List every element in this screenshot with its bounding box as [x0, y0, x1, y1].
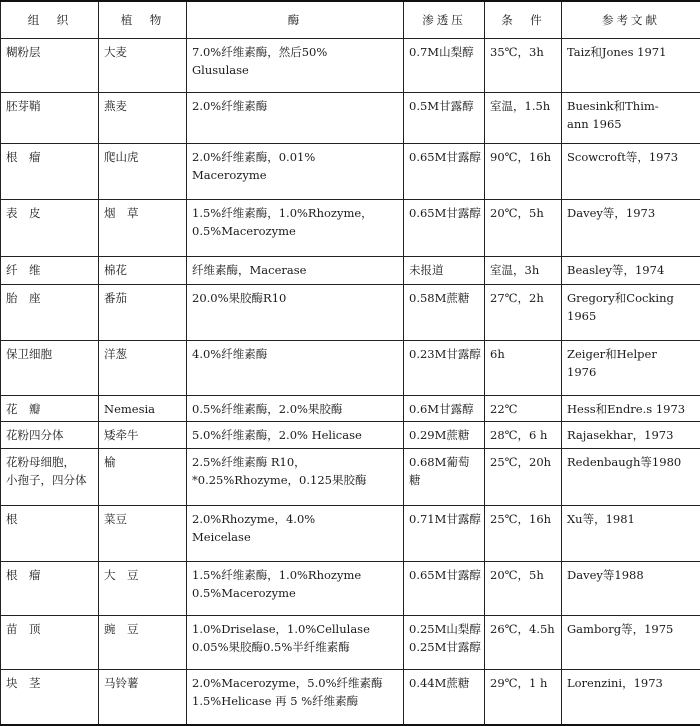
header-plant: 植 物	[99, 1, 187, 39]
cell-enzyme-line: 1.5%Helicase 再 5 %纤维素酶	[192, 693, 359, 708]
cell-tissue	[1, 143, 99, 199]
cell-tissue	[1, 92, 99, 143]
cell-plant	[99, 669, 187, 725]
cell-reference	[562, 669, 700, 725]
cell-condition	[485, 669, 562, 725]
cell-enzyme-line: 1.0%Driselase，1.0%Cellulase	[192, 622, 370, 637]
cell-enzyme	[187, 340, 404, 396]
cell-osmotic-line: 0.23M甘露醇	[409, 346, 481, 361]
cell-enzyme-line: Meicelase	[192, 530, 251, 545]
cell-condition	[485, 396, 562, 422]
cell-tissue-line: 块 茎	[6, 675, 41, 690]
cell-osmotic-line: 0.58M蔗糖	[409, 290, 470, 305]
cell-reference-line: Xu等，1981	[567, 512, 635, 527]
cell-reference	[562, 284, 700, 340]
cell-osmotic	[404, 284, 485, 340]
cell-plant	[99, 616, 187, 670]
cell-tissue-line: 胎 座	[6, 290, 41, 305]
cell-plant	[99, 340, 187, 396]
cell-condition-line: 室温，1.5h	[490, 98, 551, 113]
cell-tissue-line: 苗 顶	[6, 622, 41, 637]
cell-osmotic	[404, 561, 485, 616]
table-row	[1, 39, 700, 93]
cell-enzyme-line: 2.5%纤维素酶 R10，	[192, 454, 306, 469]
cell-reference	[562, 506, 700, 562]
cell-enzyme-line: 1.5%纤维素酶，1.0%Rhozyme，	[192, 205, 373, 220]
cell-reference-line: Rajasekhar，1973	[567, 427, 674, 442]
cell-reference-line: Scowcroft等，1973	[567, 149, 679, 164]
cell-osmotic	[404, 421, 485, 448]
cell-tissue	[1, 39, 99, 93]
cell-tissue-line: 糊粉层	[6, 45, 41, 59]
cell-reference	[562, 257, 700, 285]
cell-plant	[99, 506, 187, 562]
cell-condition-line: 25℃，16h	[490, 512, 552, 527]
table-row	[1, 199, 700, 257]
cell-tissue-line: 花 瓣	[6, 402, 41, 417]
cell-osmotic	[404, 448, 485, 506]
cell-condition	[485, 421, 562, 448]
cell-reference-line: Gregory和Cocking	[567, 290, 674, 305]
cell-reference	[562, 616, 700, 670]
cell-plant-line: 棉花	[104, 263, 127, 278]
cell-osmotic-line: 0.65M甘露醇	[409, 205, 481, 220]
cell-tissue	[1, 669, 99, 725]
table-row	[1, 669, 700, 725]
cell-osmotic-line: 0.29M蔗糖	[409, 427, 470, 442]
cell-enzyme	[187, 284, 404, 340]
cell-condition-line: 6h	[490, 346, 505, 361]
cell-plant-line: 马铃薯	[104, 675, 139, 690]
cell-enzyme-line: 2.0%Rhozyme，4.0%	[192, 512, 316, 527]
cell-plant	[99, 561, 187, 616]
cell-enzyme	[187, 396, 404, 422]
cell-reference-line: Taiz和Jones 1971	[567, 45, 667, 59]
header-enzyme: 酶	[187, 1, 404, 39]
cell-condition-line: 室温，3h	[490, 263, 540, 278]
cell-tissue-line: 花粉母细胞，	[6, 454, 75, 469]
table-row	[1, 506, 700, 562]
cell-plant-line: 烟 草	[104, 205, 139, 220]
table-row	[1, 421, 700, 448]
header-tissue: 组 织	[1, 1, 99, 39]
header-reference: 参考文献	[562, 1, 700, 39]
cell-osmotic-line: 0.5M甘露醇	[409, 98, 474, 113]
cell-reference-line: Davey等，1973	[567, 205, 656, 220]
table-row	[1, 396, 700, 422]
table-row	[1, 257, 700, 285]
table-row	[1, 284, 700, 340]
cell-plant	[99, 257, 187, 285]
cell-plant	[99, 421, 187, 448]
cell-tissue	[1, 506, 99, 562]
cell-enzyme-line: 0.5%Macerozyme	[192, 223, 296, 238]
cell-enzyme	[187, 561, 404, 616]
cell-enzyme	[187, 143, 404, 199]
table-body	[1, 39, 700, 726]
table-row	[1, 92, 700, 143]
cell-reference-line: ann 1965	[567, 116, 622, 131]
cell-reference-line: Lorenzini，1973	[567, 675, 663, 690]
cell-reference	[562, 448, 700, 506]
cell-osmotic-line: 0.44M蔗糖	[409, 675, 470, 690]
cell-condition	[485, 616, 562, 670]
cell-enzyme	[187, 616, 404, 670]
cell-plant	[99, 448, 187, 506]
table-row	[1, 143, 700, 199]
cell-osmotic-line: 未报道	[409, 263, 444, 278]
table-row	[1, 340, 700, 396]
header-condition: 条 件	[485, 1, 562, 39]
cell-enzyme-line: 0.5%Macerozyme	[192, 585, 296, 600]
cell-reference	[562, 199, 700, 257]
cell-condition	[485, 39, 562, 93]
cell-tissue-line: 根 瘤	[6, 149, 41, 164]
cell-reference-line: Redenbaugh等1980	[567, 454, 682, 469]
cell-osmotic-line: 0.25M甘露醇	[409, 640, 481, 655]
cell-osmotic	[404, 340, 485, 396]
cell-enzyme-line: 纤维素酶，Macerase	[192, 263, 307, 278]
cell-plant-line: 豌 豆	[104, 622, 139, 637]
cell-reference-line: Buesink和Thim-	[567, 98, 659, 113]
cell-tissue-line: 胚芽鞘	[6, 98, 41, 113]
cell-reference-line: Hess和Endre.s 1973	[567, 402, 686, 417]
cell-plant-line: 大 豆	[104, 567, 139, 582]
cell-plant	[99, 199, 187, 257]
header-row	[1, 1, 700, 39]
cell-tissue	[1, 616, 99, 670]
cell-tissue-line: 保卫细胞	[6, 346, 52, 361]
cell-plant	[99, 143, 187, 199]
cell-enzyme-line: 0.05%果胶酶0.5%半纤维素酶	[192, 640, 350, 655]
cell-reference-line: Gamborg等，1975	[567, 622, 674, 637]
cell-enzyme	[187, 669, 404, 725]
cell-reference	[562, 340, 700, 396]
cell-condition	[485, 199, 562, 257]
cell-tissue	[1, 396, 99, 422]
cell-reference	[562, 39, 700, 93]
cell-plant-line: 大麦	[104, 45, 127, 59]
cell-condition-line: 35℃，3h	[490, 45, 544, 59]
cell-enzyme-line: 7.0%纤维素酶，然后50%	[192, 45, 328, 59]
cell-plant-line: 榆	[104, 454, 116, 469]
cell-osmotic-line: 0.6M甘露醇	[409, 402, 474, 417]
cell-condition	[485, 561, 562, 616]
cell-condition-line: 20℃，5h	[490, 567, 544, 582]
cell-reference-line: 1976	[567, 364, 597, 379]
cell-tissue-line: 表 皮	[6, 205, 41, 220]
cell-osmotic	[404, 396, 485, 422]
cell-enzyme-line: 1.5%纤维素酶，1.0%Rhozyme	[192, 567, 362, 582]
cell-condition-line: 20℃，5h	[490, 205, 544, 220]
cell-plant-line: 燕麦	[104, 98, 127, 113]
cell-osmotic-line: 0.68M葡萄	[409, 454, 470, 469]
cell-enzyme	[187, 92, 404, 143]
cell-reference-line: Davey等1988	[567, 567, 644, 582]
cell-condition-line: 28℃，6 h	[490, 427, 548, 442]
cell-condition	[485, 143, 562, 199]
cell-enzyme-line: 2.0%纤维素酶，0.01%	[192, 149, 316, 164]
cell-condition	[485, 257, 562, 285]
cell-enzyme	[187, 421, 404, 448]
cell-tissue-line: 根	[6, 512, 18, 527]
cell-osmotic-line: 糖	[409, 472, 421, 487]
cell-plant	[99, 39, 187, 93]
cell-tissue	[1, 561, 99, 616]
cell-plant-line: Nemesia	[104, 402, 156, 417]
cell-enzyme-line: *0.25%Rhozyme，0.125果胶酶	[192, 472, 367, 487]
cell-condition-line: 25℃，20h	[490, 454, 552, 469]
cell-osmotic	[404, 199, 485, 257]
cell-plant	[99, 284, 187, 340]
cell-osmotic-line: 0.25M山梨醇	[409, 622, 481, 637]
cell-osmotic-line: 0.71M甘露醇	[409, 512, 481, 527]
cell-enzyme-line: 2.0%Macerozyme，5.0%纤维素酶	[192, 675, 383, 690]
cell-enzyme	[187, 39, 404, 93]
cell-osmotic	[404, 39, 485, 93]
cell-osmotic	[404, 143, 485, 199]
cell-reference	[562, 561, 700, 616]
cell-reference	[562, 92, 700, 143]
cell-tissue	[1, 199, 99, 257]
cell-plant-line: 爬山虎	[104, 149, 139, 164]
cell-reference-line: Beasley等，1974	[567, 263, 665, 278]
cell-condition-line: 90℃，16h	[490, 149, 552, 164]
cell-osmotic-line: 0.65M甘露醇	[409, 567, 481, 582]
cell-tissue	[1, 448, 99, 506]
cell-condition-line: 26℃，4.5h	[490, 622, 555, 637]
cell-enzyme-line: 4.0%纤维素酶	[192, 346, 268, 361]
cell-tissue	[1, 421, 99, 448]
cell-tissue-line: 花粉四分体	[6, 427, 64, 442]
cell-osmotic	[404, 506, 485, 562]
cell-plant	[99, 396, 187, 422]
cell-enzyme	[187, 448, 404, 506]
cell-tissue	[1, 340, 99, 396]
cell-reference-line: Zeiger和Helper	[567, 346, 657, 361]
cell-osmotic-line: 0.65M甘露醇	[409, 149, 481, 164]
cell-condition	[485, 448, 562, 506]
cell-condition	[485, 92, 562, 143]
cell-condition	[485, 284, 562, 340]
cell-reference	[562, 421, 700, 448]
cell-reference-line: 1965	[567, 308, 597, 323]
cell-reference	[562, 396, 700, 422]
cell-osmotic	[404, 257, 485, 285]
cell-osmotic	[404, 92, 485, 143]
cell-enzyme-line: Glusulase	[192, 63, 249, 77]
table-row	[1, 616, 700, 670]
cell-enzyme-line: 0.5%纤维素酶，2.0%果胶酶	[192, 402, 343, 417]
cell-tissue-line: 小孢子，四分体	[6, 472, 87, 487]
cell-enzyme	[187, 199, 404, 257]
cell-tissue	[1, 284, 99, 340]
cell-condition-line: 29℃，1 h	[490, 675, 548, 690]
cell-plant-line: 矮牵牛	[104, 427, 139, 442]
cell-enzyme-line: 2.0%纤维素酶	[192, 98, 268, 113]
cell-tissue-line: 根 瘤	[6, 567, 41, 582]
cell-condition-line: 22℃	[490, 402, 518, 417]
cell-plant	[99, 92, 187, 143]
cell-tissue	[1, 257, 99, 285]
cell-condition-line: 27℃，2h	[490, 290, 544, 305]
cell-enzyme	[187, 506, 404, 562]
cell-condition	[485, 340, 562, 396]
table-row	[1, 448, 700, 506]
cell-osmotic-line: 0.7M山梨醇	[409, 45, 474, 59]
cell-osmotic	[404, 669, 485, 725]
cell-enzyme-line: 5.0%纤维素酶，2.0% Helicase	[192, 427, 362, 442]
cell-plant-line: 菜豆	[104, 512, 127, 527]
cell-plant-line: 洋葱	[104, 346, 127, 361]
cell-condition	[485, 506, 562, 562]
cell-plant-line: 番茄	[104, 290, 127, 305]
cell-enzyme	[187, 257, 404, 285]
cell-reference	[562, 143, 700, 199]
cell-enzyme-line: 20.0%果胶酶R10	[192, 290, 287, 305]
cell-osmotic	[404, 616, 485, 670]
header-osmotic: 渗透压	[404, 1, 485, 39]
cell-enzyme-line: Macerozyme	[192, 167, 267, 182]
cell-tissue-line: 纤 维	[6, 263, 41, 278]
table-row	[1, 561, 700, 616]
